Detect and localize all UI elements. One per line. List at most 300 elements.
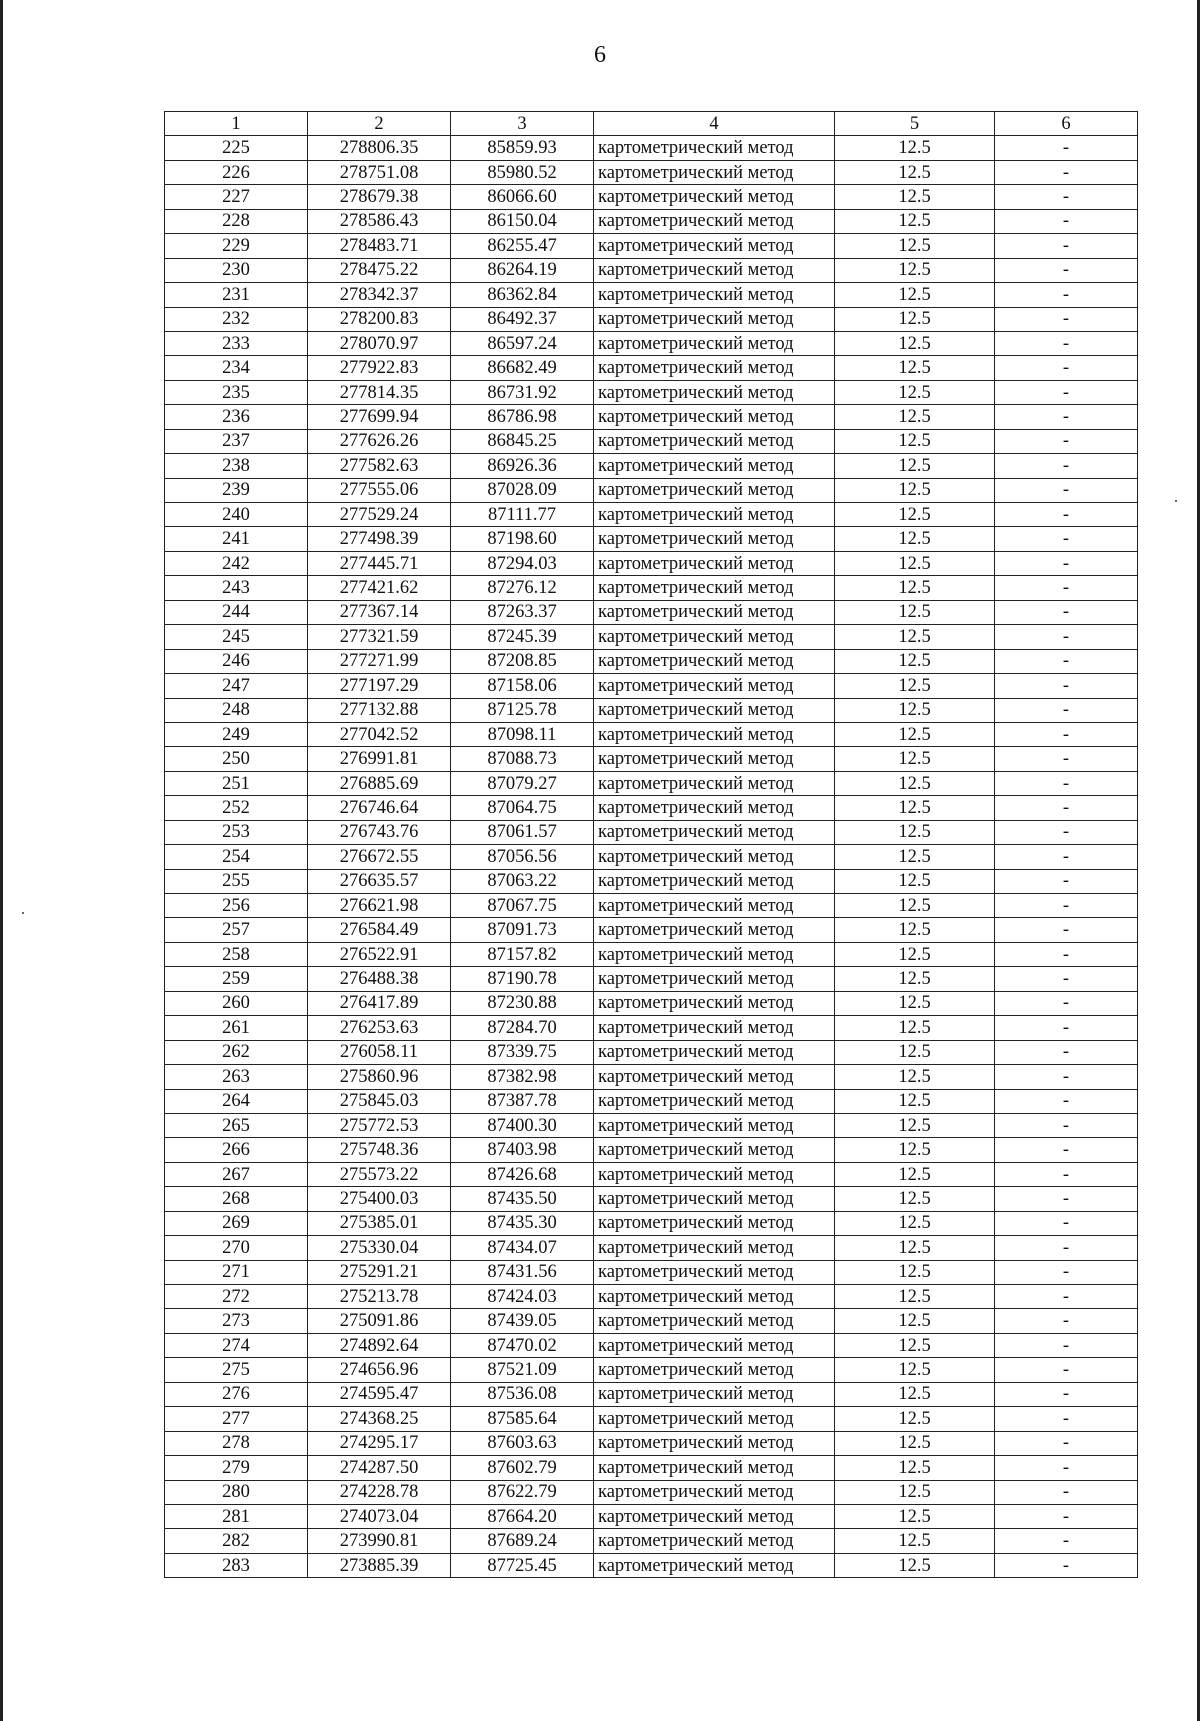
table-cell: 12.5 — [835, 698, 995, 722]
table-cell: 87091.73 — [451, 918, 594, 942]
table-cell: - — [995, 1113, 1138, 1137]
table-cell: картометрический метод — [594, 1236, 835, 1260]
table-cell: 12.5 — [835, 551, 995, 575]
table-cell: 12.5 — [835, 1333, 995, 1357]
table-cell: 276488.38 — [308, 967, 451, 991]
table-cell: - — [995, 1040, 1138, 1064]
table-cell: 229 — [165, 234, 308, 258]
table-cell: - — [995, 136, 1138, 160]
table-cell: - — [995, 454, 1138, 478]
table-cell: - — [995, 1187, 1138, 1211]
table-cell: 86066.60 — [451, 185, 594, 209]
table-cell: 247 — [165, 674, 308, 698]
table-row — [165, 625, 1138, 649]
table-row — [165, 942, 1138, 966]
table-cell: 254 — [165, 845, 308, 869]
table-cell: 278483.71 — [308, 234, 451, 258]
table-cell: 12.5 — [835, 747, 995, 771]
table-cell: картометрический метод — [594, 1382, 835, 1406]
table-cell: 87157.82 — [451, 942, 594, 966]
table-cell: - — [995, 918, 1138, 942]
table-cell: 272 — [165, 1285, 308, 1309]
table-cell: картометрический метод — [594, 1358, 835, 1382]
table-row — [165, 747, 1138, 771]
table-cell: 276672.55 — [308, 845, 451, 869]
table-row — [165, 600, 1138, 624]
table-cell: - — [995, 1431, 1138, 1455]
column-header: 1 — [165, 112, 308, 136]
table-cell: картометрический метод — [594, 1211, 835, 1235]
table-cell: 276 — [165, 1382, 308, 1406]
table-cell: 12.5 — [835, 1407, 995, 1431]
table-cell: 280 — [165, 1480, 308, 1504]
table-cell: - — [995, 1089, 1138, 1113]
table-cell: 241 — [165, 527, 308, 551]
table-cell: - — [995, 307, 1138, 331]
table-cell: 274892.64 — [308, 1333, 451, 1357]
table-cell: 276058.11 — [308, 1040, 451, 1064]
table-cell: 12.5 — [835, 967, 995, 991]
table-cell: - — [995, 331, 1138, 355]
table-cell: - — [995, 1309, 1138, 1333]
table-cell: 276584.49 — [308, 918, 451, 942]
table-cell: 86264.19 — [451, 258, 594, 282]
table-cell: - — [995, 820, 1138, 844]
table-cell: - — [995, 503, 1138, 527]
table-cell: картометрический метод — [594, 1260, 835, 1284]
table-row — [165, 1382, 1138, 1406]
table-cell: 255 — [165, 869, 308, 893]
table-cell: картометрический метод — [594, 771, 835, 795]
table-cell: 87602.79 — [451, 1456, 594, 1480]
table-cell: 246 — [165, 649, 308, 673]
table-cell: картометрический метод — [594, 1456, 835, 1480]
table-row — [165, 307, 1138, 331]
table-cell: 277445.71 — [308, 551, 451, 575]
table-cell: 12.5 — [835, 1040, 995, 1064]
table-cell: 87276.12 — [451, 576, 594, 600]
table-cell: картометрический метод — [594, 576, 835, 600]
table-cell: 87067.75 — [451, 894, 594, 918]
table-cell: 87689.24 — [451, 1529, 594, 1553]
table-cell: 274656.96 — [308, 1358, 451, 1382]
table-cell: 239 — [165, 478, 308, 502]
table-cell: 87387.78 — [451, 1089, 594, 1113]
table-cell: 269 — [165, 1211, 308, 1235]
table-cell: 12.5 — [835, 674, 995, 698]
table-cell: 266 — [165, 1138, 308, 1162]
table-cell: картометрический метод — [594, 283, 835, 307]
table-row — [165, 1016, 1138, 1040]
table-cell: 87125.78 — [451, 698, 594, 722]
table-row — [165, 991, 1138, 1015]
table-row — [165, 454, 1138, 478]
table-cell: картометрический метод — [594, 503, 835, 527]
table-row — [165, 136, 1138, 160]
table-row — [165, 918, 1138, 942]
table-cell: 87434.07 — [451, 1236, 594, 1260]
table-cell: 12.5 — [835, 136, 995, 160]
table-cell: 86255.47 — [451, 234, 594, 258]
table-cell: - — [995, 1211, 1138, 1235]
table-cell: - — [995, 429, 1138, 453]
table-cell: - — [995, 942, 1138, 966]
table-row — [165, 649, 1138, 673]
table-cell: 86597.24 — [451, 331, 594, 355]
table-cell: 278342.37 — [308, 283, 451, 307]
table-cell: - — [995, 722, 1138, 746]
table-cell: картометрический метод — [594, 1529, 835, 1553]
table-cell: 12.5 — [835, 625, 995, 649]
table-row — [165, 1162, 1138, 1186]
table-cell: - — [995, 1553, 1138, 1577]
table-cell: 277042.52 — [308, 722, 451, 746]
table-cell: 87725.45 — [451, 1553, 594, 1577]
table-cell: 12.5 — [835, 869, 995, 893]
table-cell: 12.5 — [835, 600, 995, 624]
table-row — [165, 551, 1138, 575]
table-cell: 234 — [165, 356, 308, 380]
table-cell: 240 — [165, 503, 308, 527]
table-cell: 12.5 — [835, 942, 995, 966]
table-cell: 275385.01 — [308, 1211, 451, 1235]
table-row — [165, 1358, 1138, 1382]
table-cell: 276253.63 — [308, 1016, 451, 1040]
table-cell: 277922.83 — [308, 356, 451, 380]
table-cell: - — [995, 698, 1138, 722]
table-cell: 245 — [165, 625, 308, 649]
table-cell: 87230.88 — [451, 991, 594, 1015]
table-cell: 87063.22 — [451, 869, 594, 893]
table-row — [165, 380, 1138, 404]
table-cell: 12.5 — [835, 283, 995, 307]
table-cell: 275860.96 — [308, 1065, 451, 1089]
table-cell: - — [995, 1285, 1138, 1309]
table-row — [165, 1553, 1138, 1577]
table-row — [165, 185, 1138, 209]
table-cell: 87208.85 — [451, 649, 594, 673]
table-cell: - — [995, 1456, 1138, 1480]
table-cell: 87158.06 — [451, 674, 594, 698]
table-cell: 87424.03 — [451, 1285, 594, 1309]
table-row — [165, 1309, 1138, 1333]
table-cell: 12.5 — [835, 331, 995, 355]
table-row — [165, 967, 1138, 991]
table-cell: 276621.98 — [308, 894, 451, 918]
table-cell: 12.5 — [835, 1382, 995, 1406]
table-cell: 277 — [165, 1407, 308, 1431]
table-cell: картометрический метод — [594, 747, 835, 771]
table-row — [165, 209, 1138, 233]
table-cell: 275213.78 — [308, 1285, 451, 1309]
table-cell: - — [995, 1407, 1138, 1431]
table-cell: 273990.81 — [308, 1529, 451, 1553]
table-cell: - — [995, 405, 1138, 429]
table-cell: картометрический метод — [594, 1187, 835, 1211]
table-cell: 277132.88 — [308, 698, 451, 722]
table-cell: 276885.69 — [308, 771, 451, 795]
table-cell: картометрический метод — [594, 698, 835, 722]
table-cell: - — [995, 967, 1138, 991]
table-cell: картометрический метод — [594, 258, 835, 282]
table-cell: 87603.63 — [451, 1431, 594, 1455]
table-cell: 12.5 — [835, 820, 995, 844]
table-cell: - — [995, 1358, 1138, 1382]
table-row — [165, 1407, 1138, 1431]
column-header: 2 — [308, 112, 451, 136]
table-body — [165, 136, 1138, 1578]
scan-edge-left — [0, 0, 3, 1721]
table-row — [165, 478, 1138, 502]
table-cell: - — [995, 1529, 1138, 1553]
table-cell: 242 — [165, 551, 308, 575]
table-cell: 276746.64 — [308, 796, 451, 820]
table-cell: картометрический метод — [594, 649, 835, 673]
table-cell: картометрический метод — [594, 160, 835, 184]
table-cell: картометрический метод — [594, 380, 835, 404]
table-cell: 12.5 — [835, 1553, 995, 1577]
table-cell: 277498.39 — [308, 527, 451, 551]
table-cell: 85980.52 — [451, 160, 594, 184]
table-cell: 87470.02 — [451, 1333, 594, 1357]
table-cell: - — [995, 380, 1138, 404]
table-cell: 87439.05 — [451, 1309, 594, 1333]
table-cell: 225 — [165, 136, 308, 160]
table-row — [165, 796, 1138, 820]
table-cell: 243 — [165, 576, 308, 600]
table-cell: 86492.37 — [451, 307, 594, 331]
table-cell: 87435.50 — [451, 1187, 594, 1211]
table-cell: картометрический метод — [594, 1309, 835, 1333]
table-cell: 278070.97 — [308, 331, 451, 355]
table-row — [165, 1065, 1138, 1089]
table-cell: 12.5 — [835, 1358, 995, 1382]
table-cell: 12.5 — [835, 894, 995, 918]
table-cell: 250 — [165, 747, 308, 771]
table-cell: 249 — [165, 722, 308, 746]
table-cell: 12.5 — [835, 1456, 995, 1480]
table-cell: 12.5 — [835, 1089, 995, 1113]
table-cell: 275 — [165, 1358, 308, 1382]
table-cell: 86150.04 — [451, 209, 594, 233]
table-cell: 274295.17 — [308, 1431, 451, 1455]
table-cell: картометрический метод — [594, 967, 835, 991]
table-row — [165, 1211, 1138, 1235]
table-cell: 12.5 — [835, 1309, 995, 1333]
table-cell: картометрический метод — [594, 1065, 835, 1089]
table-cell: - — [995, 869, 1138, 893]
table-cell: 276743.76 — [308, 820, 451, 844]
table-cell: 274368.25 — [308, 1407, 451, 1431]
table-cell: 12.5 — [835, 1504, 995, 1528]
table-cell: 275573.22 — [308, 1162, 451, 1186]
table-cell: 12.5 — [835, 258, 995, 282]
table-cell: - — [995, 894, 1138, 918]
table-cell: 264 — [165, 1089, 308, 1113]
table-cell: - — [995, 845, 1138, 869]
table-cell: 244 — [165, 600, 308, 624]
scan-speck — [1175, 500, 1177, 502]
table-cell: 12.5 — [835, 380, 995, 404]
table-cell: 12.5 — [835, 185, 995, 209]
table-cell: 273885.39 — [308, 1553, 451, 1577]
table-cell: 87622.79 — [451, 1480, 594, 1504]
table-cell: картометрический метод — [594, 942, 835, 966]
table-cell: 275400.03 — [308, 1187, 451, 1211]
table-cell: 276522.91 — [308, 942, 451, 966]
table-cell: 12.5 — [835, 234, 995, 258]
table-cell: 12.5 — [835, 1529, 995, 1553]
table-cell: 12.5 — [835, 1113, 995, 1137]
table-cell: 12.5 — [835, 1431, 995, 1455]
table-cell: 277699.94 — [308, 405, 451, 429]
column-header: 5 — [835, 112, 995, 136]
table-cell: картометрический метод — [594, 1333, 835, 1357]
table-cell: 12.5 — [835, 918, 995, 942]
table-cell: 87198.60 — [451, 527, 594, 551]
table-cell: 260 — [165, 991, 308, 1015]
table-cell: 87263.37 — [451, 600, 594, 624]
table-cell: 275845.03 — [308, 1089, 451, 1113]
table-cell: 281 — [165, 1504, 308, 1528]
table-cell: 12.5 — [835, 1236, 995, 1260]
table-cell: 12.5 — [835, 454, 995, 478]
table-row — [165, 771, 1138, 795]
table-cell: 12.5 — [835, 796, 995, 820]
table-cell: 277555.06 — [308, 478, 451, 502]
table-row — [165, 1187, 1138, 1211]
table-cell: 228 — [165, 209, 308, 233]
table-cell: картометрический метод — [594, 1407, 835, 1431]
table-cell: - — [995, 1260, 1138, 1284]
table-cell: - — [995, 1382, 1138, 1406]
table-cell: 277421.62 — [308, 576, 451, 600]
table-cell: 251 — [165, 771, 308, 795]
table-row — [165, 698, 1138, 722]
table-cell: 263 — [165, 1065, 308, 1089]
table-cell: - — [995, 576, 1138, 600]
table-cell: картометрический метод — [594, 1162, 835, 1186]
table-cell: - — [995, 796, 1138, 820]
table-cell: 87536.08 — [451, 1382, 594, 1406]
table-cell: 12.5 — [835, 356, 995, 380]
table-cell: 273 — [165, 1309, 308, 1333]
table-cell: 252 — [165, 796, 308, 820]
table-cell: картометрический метод — [594, 1285, 835, 1309]
table-cell: картометрический метод — [594, 796, 835, 820]
table-cell: - — [995, 1504, 1138, 1528]
table-cell: картометрический метод — [594, 1431, 835, 1455]
table-row — [165, 1040, 1138, 1064]
table-cell: 86682.49 — [451, 356, 594, 380]
table-cell: 237 — [165, 429, 308, 453]
table-cell: 231 — [165, 283, 308, 307]
table-cell: 275330.04 — [308, 1236, 451, 1260]
table-cell: 12.5 — [835, 1211, 995, 1235]
table-cell: картометрический метод — [594, 527, 835, 551]
table-cell: картометрический метод — [594, 429, 835, 453]
table-cell: 283 — [165, 1553, 308, 1577]
table-row — [165, 1113, 1138, 1137]
table-cell: 87079.27 — [451, 771, 594, 795]
table-cell: - — [995, 674, 1138, 698]
table-cell: картометрический метод — [594, 209, 835, 233]
table-cell: 275291.21 — [308, 1260, 451, 1284]
table-row — [165, 1529, 1138, 1553]
table-cell: - — [995, 1480, 1138, 1504]
table-cell: картометрический метод — [594, 1480, 835, 1504]
table-row — [165, 845, 1138, 869]
table-cell: - — [995, 991, 1138, 1015]
table-row — [165, 1236, 1138, 1260]
table-cell: - — [995, 283, 1138, 307]
table-row — [165, 1138, 1138, 1162]
table-cell: 278679.38 — [308, 185, 451, 209]
table-cell: 276635.57 — [308, 869, 451, 893]
table-cell: 87064.75 — [451, 796, 594, 820]
table-cell: 278806.35 — [308, 136, 451, 160]
table-cell: 277529.24 — [308, 503, 451, 527]
table-cell: 277197.29 — [308, 674, 451, 698]
table-row — [165, 674, 1138, 698]
table-cell: 12.5 — [835, 405, 995, 429]
table-cell: - — [995, 185, 1138, 209]
table-cell: картометрический метод — [594, 600, 835, 624]
table-cell: - — [995, 527, 1138, 551]
column-header: 4 — [594, 112, 835, 136]
table-cell: 87098.11 — [451, 722, 594, 746]
table-row — [165, 429, 1138, 453]
table-cell: 12.5 — [835, 1016, 995, 1040]
table-cell: 87339.75 — [451, 1040, 594, 1064]
table-cell: картометрический метод — [594, 869, 835, 893]
table-cell: 278 — [165, 1431, 308, 1455]
table-cell: - — [995, 771, 1138, 795]
table-cell: картометрический метод — [594, 1113, 835, 1137]
table-row — [165, 1333, 1138, 1357]
table-cell: 12.5 — [835, 1285, 995, 1309]
table-row — [165, 234, 1138, 258]
table-cell: 87056.56 — [451, 845, 594, 869]
table-cell: 85859.93 — [451, 136, 594, 160]
table-cell: 87088.73 — [451, 747, 594, 771]
table-row — [165, 1260, 1138, 1284]
table-cell: 248 — [165, 698, 308, 722]
table-cell: 12.5 — [835, 478, 995, 502]
table-row — [165, 1089, 1138, 1113]
table-row — [165, 1480, 1138, 1504]
table-row — [165, 1431, 1138, 1455]
table-cell: картометрический метод — [594, 331, 835, 355]
table-cell: 270 — [165, 1236, 308, 1260]
table-cell: 12.5 — [835, 1480, 995, 1504]
table-cell: картометрический метод — [594, 820, 835, 844]
table-cell: 227 — [165, 185, 308, 209]
table-cell: 12.5 — [835, 307, 995, 331]
table-cell: - — [995, 160, 1138, 184]
table-cell: 12.5 — [835, 1260, 995, 1284]
table-cell: картометрический метод — [594, 185, 835, 209]
table-cell: 271 — [165, 1260, 308, 1284]
table-cell: 12.5 — [835, 160, 995, 184]
table-cell: 86731.92 — [451, 380, 594, 404]
table-cell: 87294.03 — [451, 551, 594, 575]
table-cell: - — [995, 1065, 1138, 1089]
table-cell: картометрический метод — [594, 1138, 835, 1162]
table-cell: 87111.77 — [451, 503, 594, 527]
table-cell: 277271.99 — [308, 649, 451, 673]
table-row — [165, 160, 1138, 184]
